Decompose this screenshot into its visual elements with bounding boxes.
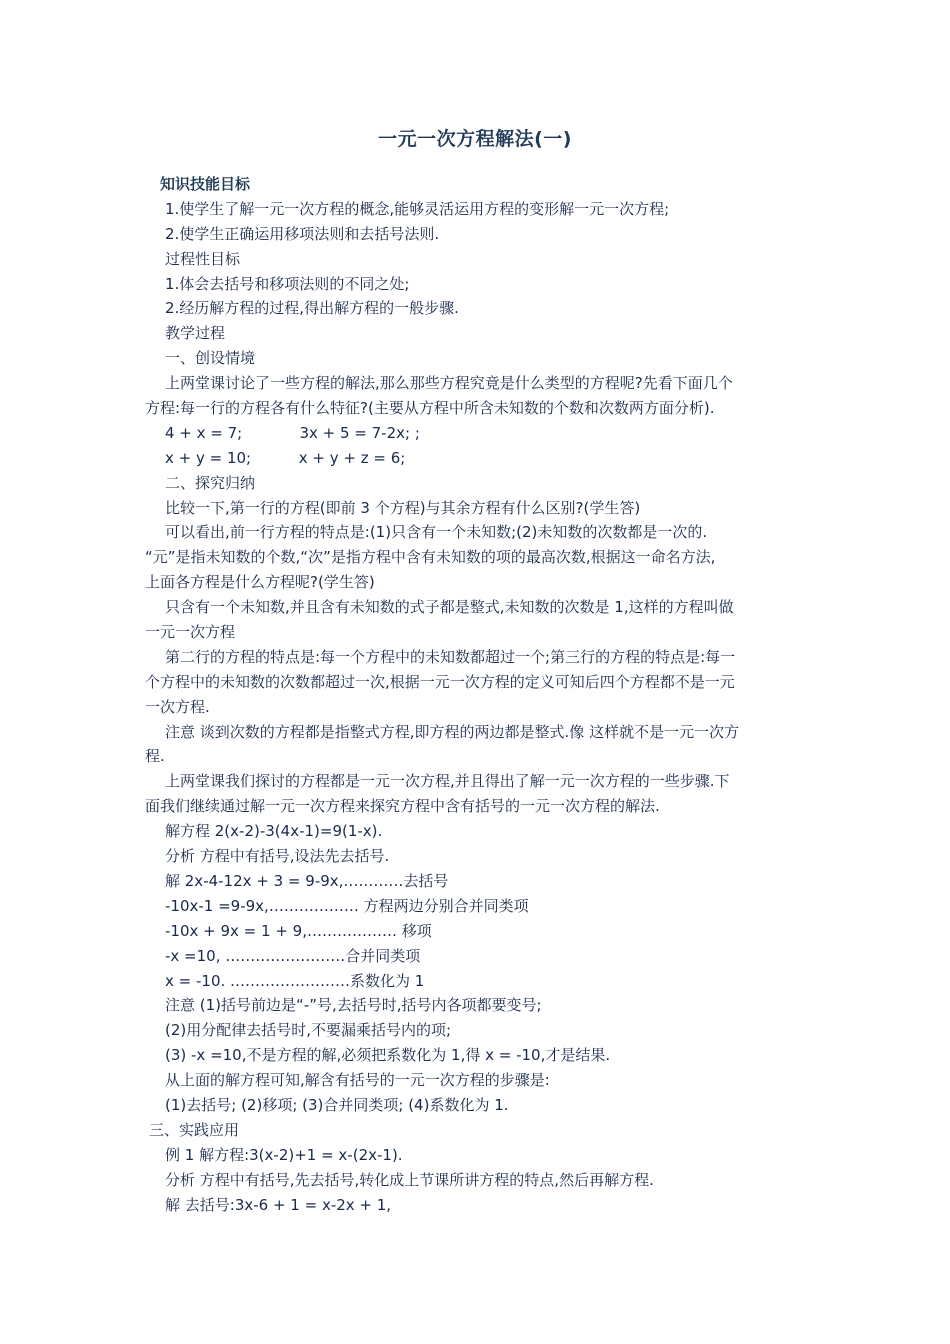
section-heading-process-goals: 过程性目标 <box>165 249 241 268</box>
solution-step: -10x + 9x = 1 + 9,……………… 移项 <box>165 921 432 940</box>
paragraph-line: 一次方程. <box>145 697 210 716</box>
paragraph-line: 1.体会去括号和移项法则的不同之处; <box>165 274 410 293</box>
paragraph-line: 可以看出,前一行方程的特点是:(1)只含有一个未知数;(2)未知数的次数都是一次的. <box>165 523 708 542</box>
paragraph-line: 个方程中的未知数的次数都超过一次,根据一元一次方程的定义可知后四个方程都不是一元 <box>145 672 735 691</box>
document-body <box>145 172 810 1217</box>
section-heading-teaching-process: 教学过程 <box>165 324 226 343</box>
paragraph-line: 上两堂课讨论了一些方程的解法,那么那些方程究竟是什么类型的方程呢?先看下面几个 <box>165 374 733 393</box>
paragraph-line: 1.使学生了解一元一次方程的概念,能够灵活运用方程的变形解一元一次方程; <box>165 199 670 218</box>
paragraph-line: 2.使学生正确运用移项法则和去括号法则. <box>165 224 440 243</box>
paragraph-line: 分析 方程中有括号,设法先去括号. <box>165 847 390 866</box>
example-line: 例 1 解方程:3(x-2)+1 = x-(2x-1). <box>165 1145 403 1164</box>
paragraph-line: (1)去括号; (2)移项; (3)合并同类项; (4)系数化为 1. <box>165 1095 509 1114</box>
section-heading-practice: 三、实践应用 <box>149 1120 240 1139</box>
paragraph-line: 分析 方程中有括号,先去括号,转化成上节课所讲方程的特点,然后再解方程. <box>165 1170 654 1189</box>
section-heading-explore: 二、探究归纳 <box>165 473 256 492</box>
paragraph-line: 2.经历解方程的过程,得出解方程的一般步骤. <box>165 299 459 318</box>
paragraph-line: 只含有一个未知数,并且含有未知数的式子都是整式,未知数的次数是 1,这样的方程叫做 <box>165 598 734 617</box>
solution-step: x = -10. ……………………系数化为 1 <box>165 971 425 990</box>
note-line: (3) -x =10,不是方程的解,必须把系数化为 1,得 x = -10,才是结果. <box>165 1046 611 1065</box>
note-line: (2)用分配律去括号时,不要漏乘括号内的项; <box>165 1021 452 1040</box>
paragraph-line: 方程:每一行的方程各有什么特征?(主要从方程中所含未知数的个数和次数两方面分析). <box>145 399 715 418</box>
paragraph-line: 第二行的方程的特点是:每一个方程中的未知数都超过一个;第三行的方程的特点是:每一 <box>165 647 736 666</box>
paragraph-line: “元”是指未知数的个数,“次”是指方程中含有未知数的项的最高次数,根据这一命名方法, <box>145 548 716 567</box>
equation-line: x + y = 10; x + y + z = 6; <box>165 448 406 467</box>
paragraph-line: 面我们继续通过解一元一次方程来探究方程中含有括号的一元一次方程的解法. <box>145 797 660 816</box>
note-line: 注意 (1)括号前边是“-”号,去括号时,括号内各项都要变号; <box>165 996 542 1015</box>
paragraph-line: 注意 谈到次数的方程都是指整式方程,即方程的两边都是整式.像 这样就不是一元一次方 <box>165 722 740 741</box>
paragraph-line: 程. <box>145 747 165 766</box>
paragraph-line: 从上面的解方程可知,解含有括号的一元一次方程的步骤是: <box>165 1071 550 1090</box>
solution-step: 解 去括号:3x-6 + 1 = x-2x + 1, <box>165 1195 392 1214</box>
equation-line: 解方程 2(x-2)-3(4x-1)=9(1-x). <box>165 822 383 841</box>
paragraph-line: 比较一下,第一行的方程(即前 3 个方程)与其余方程有什么区别?(学生答) <box>165 498 641 517</box>
document-title: 一元一次方程解法(一) <box>378 128 572 150</box>
section-heading-scenario: 一、创设情境 <box>165 349 256 368</box>
paragraph-line: 一元一次方程 <box>145 623 236 642</box>
paragraph-line: 上两堂课我们探讨的方程都是一元一次方程,并且得出了解一元一次方程的一些步骤.下 <box>165 772 730 791</box>
equation-line: 4 + x = 7; 3x + 5 = 7-2x; ; <box>165 423 420 442</box>
paragraph-line: 上面各方程是什么方程呢?(学生答) <box>145 573 375 592</box>
solution-step: -x =10, ……………………合并同类项 <box>165 946 421 965</box>
section-heading-knowledge-goals: 知识技能目标 <box>160 175 251 193</box>
solution-step: -10x-1 =9-9x,……………… 方程两边分别合并同类项 <box>165 896 529 915</box>
solution-step: 解 2x-4-12x + 3 = 9-9x,…………去括号 <box>165 871 449 890</box>
